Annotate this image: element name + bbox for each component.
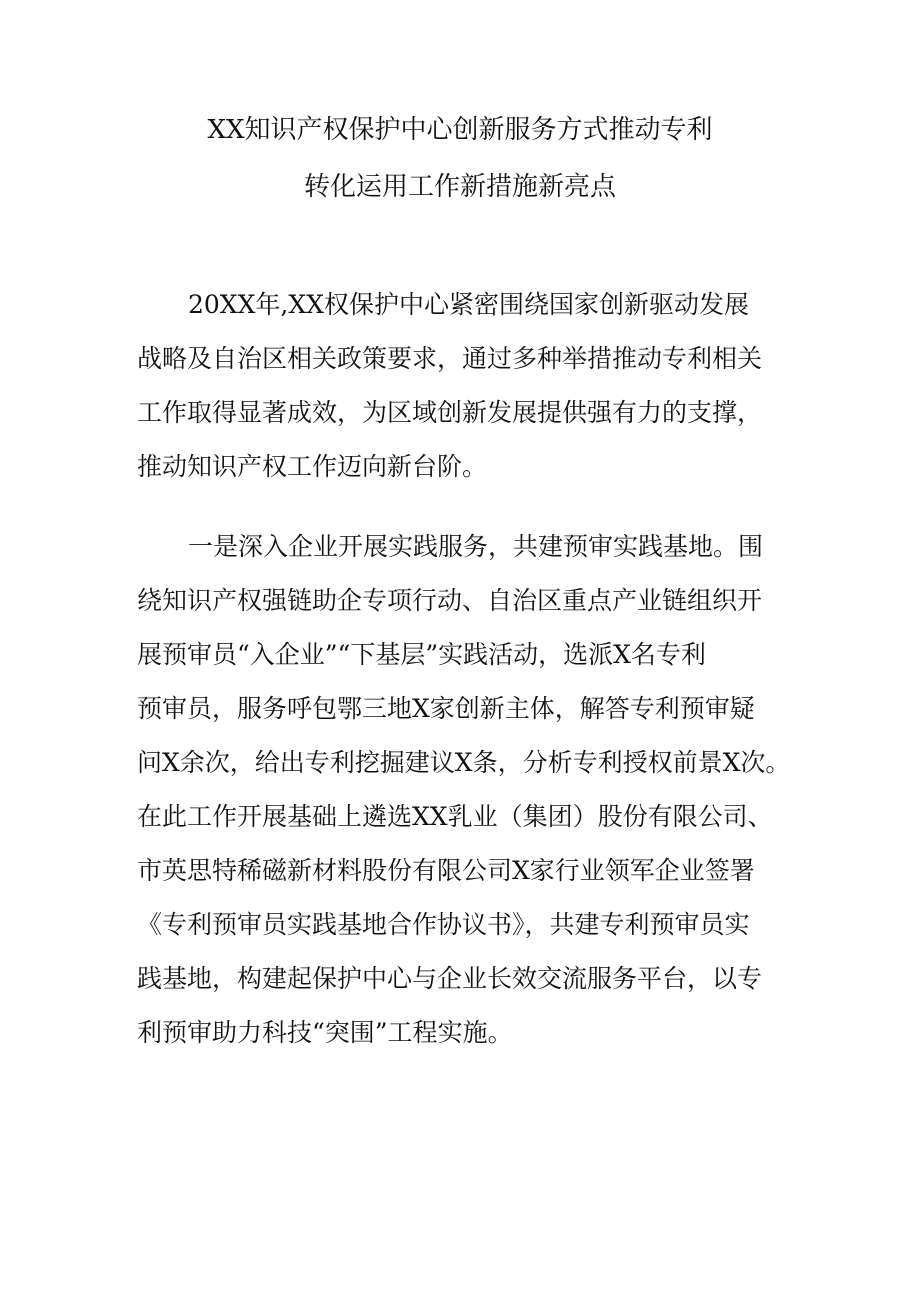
paragraph-line: 绕知识产权强链助企专项行动、自治区重点产业链组织开 [137,586,763,615]
paragraph-line: 20XX年,XX权保护中心紧密围绕国家创新驱动发展 [188,290,749,319]
paragraph-line: 践基地，构建起保护中心与企业长效交流服务平台，以专 [137,964,763,993]
document-title-line-2: 转化运用工作新措施新亮点 [303,172,616,202]
paragraph-line: 问X余次，给出专利挖掘建议X条，分析专利授权前景X次。 [137,748,791,777]
paragraph-line: 《专利预审员实践基地合作协议书》，共建专利预审员实 [137,910,750,939]
paragraph-line: 推动知识产权工作迈向新台阶。 [137,452,488,481]
document-title-line-1: XX知识产权保护中心创新服务方式推动专利 [207,115,713,145]
paragraph-line: 工作取得显著成效，为区域创新发展提供强有力的支撑， [137,398,763,427]
paragraph-line: 战略及自治区相关政策要求，通过多种举措推动专利相关 [137,344,763,373]
paragraph-line: 在此工作开展基础上遴选XX乳业（集团）股份有限公司、 [137,802,773,831]
paragraph-line: 市英思特稀磁新材料股份有限公司X家行业领军企业签署 [137,856,755,885]
paragraph-line: 预审员，服务呼包鄂三地X家创新主体，解答专利预审疑 [137,694,755,723]
paragraph-line: 一是深入企业开展实践服务，共建预审实践基地。围 [188,532,764,561]
paragraph-line: 利预审助力科技“突围”工程实施。 [137,1018,513,1047]
paragraph-line: 展预审员“入企业”“下基层”实践活动，选派X名专利 [137,640,706,669]
